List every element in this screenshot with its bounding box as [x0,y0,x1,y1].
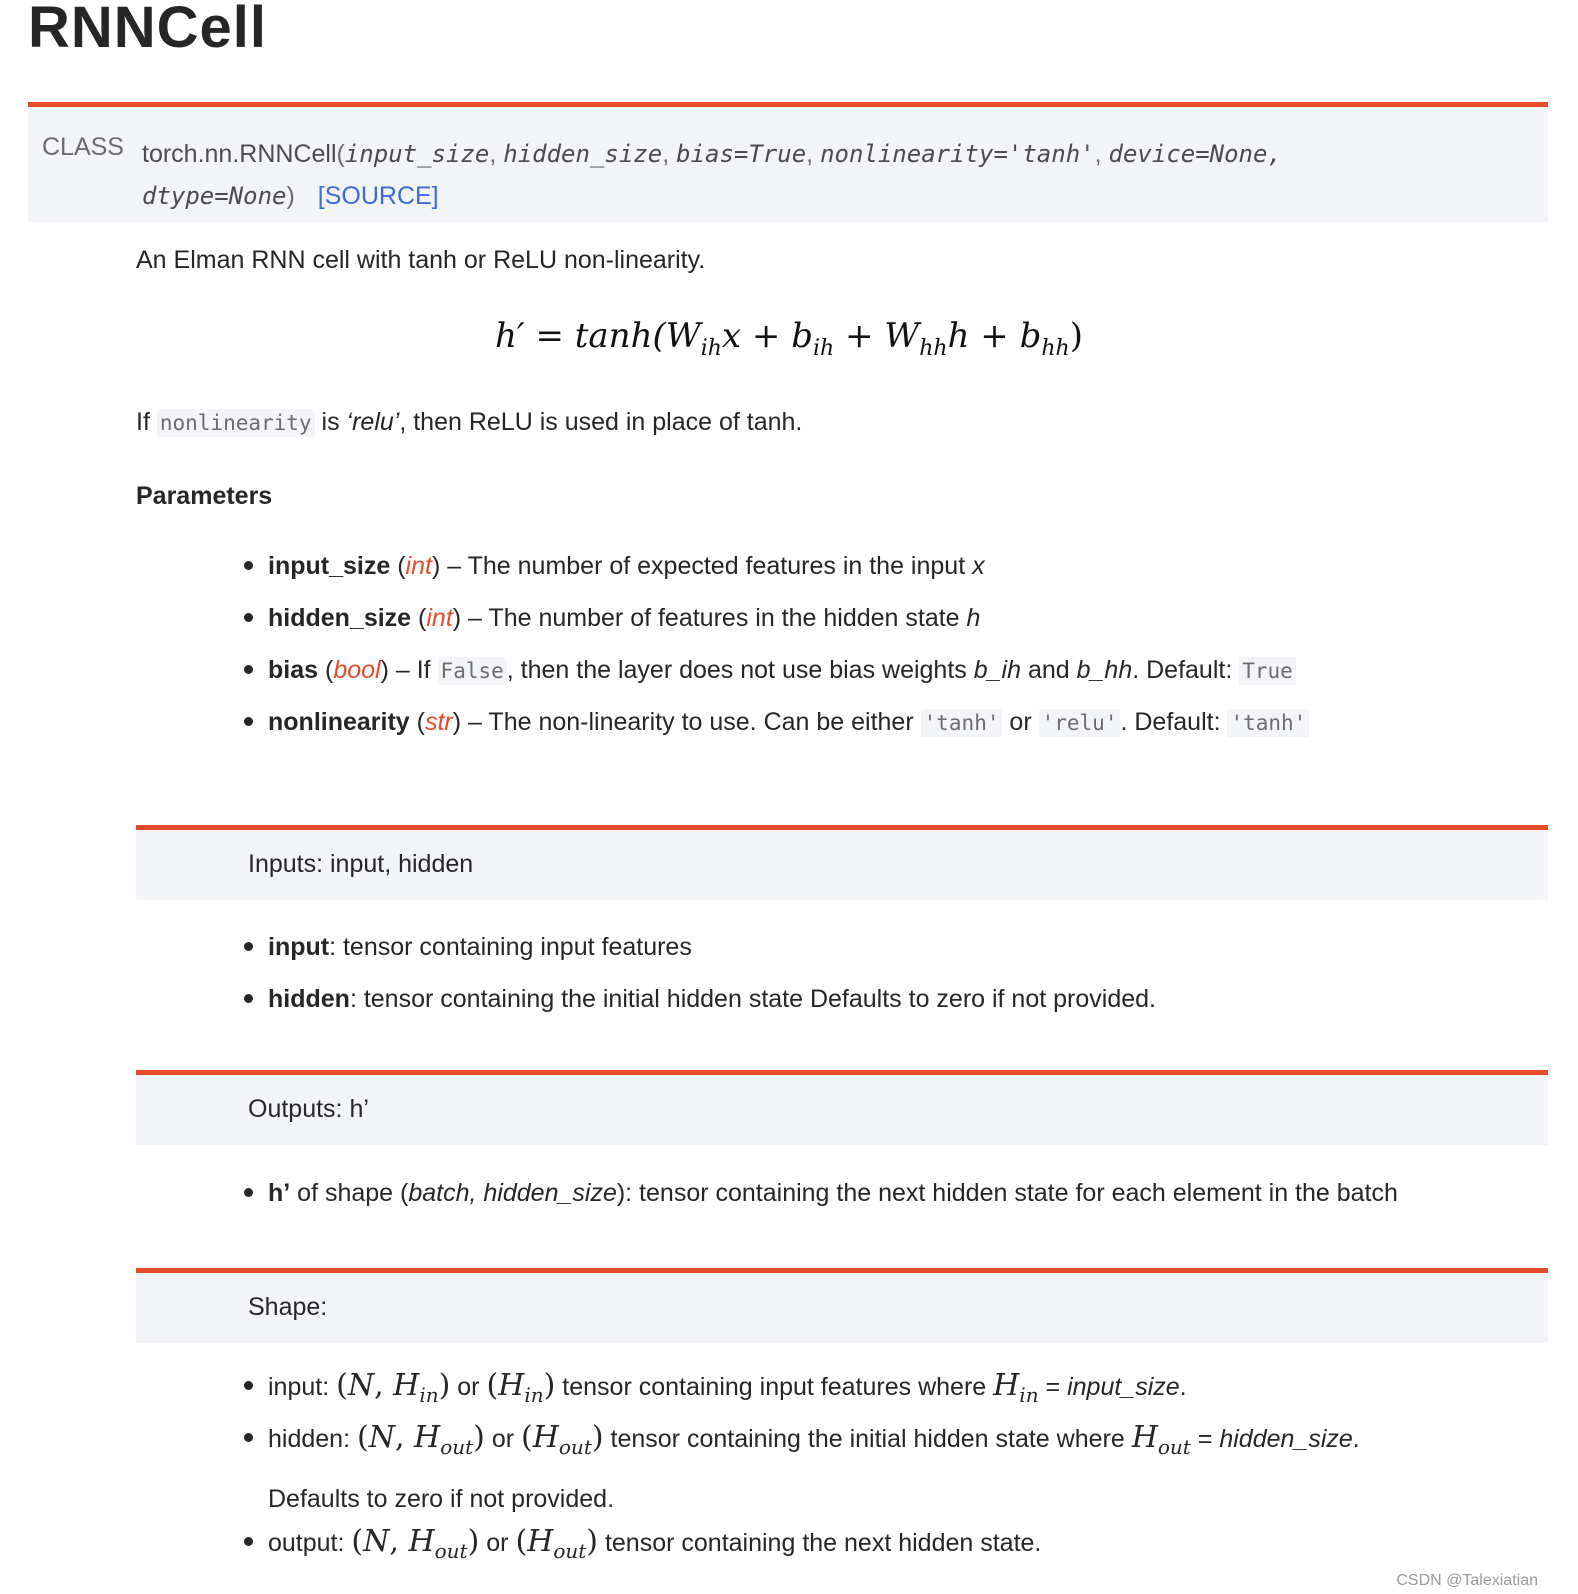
shape-section-header [136,1268,1548,1343]
relu-note-is: is [321,408,340,436]
arg-input-size: input_size [344,140,490,168]
source-link[interactable]: [SOURCE] [317,182,439,210]
signature-text: torch.nn.RNNCell(input_size, hidden_size, bias=True, nonlinearity='tanh', device=None, dtype=None) [SOURCE] [142,140,1282,210]
shape-desc: tensor containing input features where [555,1373,994,1401]
param-desc: – The number of expected features in the input [440,552,973,580]
class-label: CLASS [42,133,124,161]
watermark: CSDN @Talexiatian [1396,1572,1538,1589]
math-hidden-shape: (N, $H_{out}$) [356,1420,485,1459]
list-item: nonlinearity (str) – The non-linearity to use. Can be either 'tanh' or 'relu' . Default: 'tanh' [268,704,1309,756]
shape-desc-line2: Defaults to zero if not provided. [268,1485,615,1513]
shape-size: input_size [1067,1373,1180,1401]
list-item [268,1175,1398,1227]
formula-h: h + b [947,316,1042,356]
shape-desc: tensor containing the initial hidden state where [603,1425,1132,1453]
formula-sub-hh-2: hh [1041,335,1070,361]
class-name: torch.nn.RNNCell [142,140,337,168]
page-title: RNNCell [28,0,268,60]
parameters-heading: Parameters [136,482,273,510]
code-false: False [438,657,507,685]
list-item: input: (N, $H_{in}$) or $(H_{in})$ tensor containing input features where $H_{in}$ = input_size. [268,1368,1360,1420]
outputs-list [268,1175,1398,1227]
code-relu: 'relu' [1039,709,1121,737]
param-default-label: . Default: [1120,708,1228,736]
param-type[interactable]: int [426,604,453,632]
code-tanh: 'tanh' [921,709,1003,737]
output-pre: of shape ( [290,1179,409,1207]
param-var: x [972,552,985,580]
formula-sub-hh: hh [919,335,948,361]
param-name: hidden_size [268,604,412,632]
shape-label: hidden: [268,1425,357,1453]
inputs-list [268,929,1156,1033]
formula-plus: + W [834,316,920,356]
relu-note-rest: , then ReLU is used in place of tanh. [399,408,803,436]
arg-dtype: dtype=None [142,182,287,210]
param-var-bih: b_ih [973,656,1021,684]
shape-eq: = [1190,1425,1220,1453]
parameters-list [268,548,1309,756]
shape-desc: tensor containing the next hidden state. [598,1529,1042,1557]
relu-note-prefix: If [136,408,150,436]
relu-note-relu: ‘relu’ [346,408,400,436]
class-signature [28,102,1548,222]
param-var: h [966,604,981,632]
list-item [268,929,1156,981]
arg-nonlinearity: nonlinearity='tanh' [820,140,1095,168]
param-name: nonlinearity [268,708,410,736]
output-shape: batch, hidden_size [408,1179,617,1207]
input-name: input [268,933,330,961]
param-type[interactable]: str [424,708,453,736]
param-desc-mid: , then the layer does not use bias weights [506,656,974,684]
param-desc: – If [388,656,438,684]
param-desc: – The non-linearity to use. Can be either [461,708,921,736]
shape-list [268,1368,1360,1576]
param-name: bias [268,656,319,684]
math-h-in: $H_{in}$ [993,1368,1039,1407]
math-input-shape: (N, $H_{in}$) [336,1368,451,1407]
formula-x: x + b [721,316,813,356]
shape-tail: . [1352,1425,1360,1453]
shape-eq: = [1038,1373,1068,1401]
output-name: h’ [268,1179,291,1207]
param-name: input_size [268,552,391,580]
list-item [268,981,1156,1033]
formula-sub-ih: ih [700,335,722,361]
param-type[interactable]: bool [333,656,381,684]
shape-tail: . [1179,1373,1187,1401]
outputs-heading: Outputs: h’ [248,1095,369,1123]
input-desc: : tensor containing the initial hidden state Defaults to zero if not provided. [349,985,1156,1013]
output-desc: ): tensor containing the next hidden state for each element in the batch [616,1179,1398,1207]
math-output-shape-alt: $(H_{out})$ [515,1524,599,1563]
code-default-tanh: 'tanh' [1227,709,1309,737]
arg-hidden-size: hidden_size [503,140,663,168]
shape-label: input: [268,1373,337,1401]
math-input-shape-alt: $(H_{in})$ [486,1368,556,1407]
shape-heading: Shape: [248,1293,328,1321]
math-hidden-shape-alt: $(H_{out})$ [521,1420,604,1459]
shape-label: output: [268,1529,352,1557]
param-var-bhh: b_hh [1076,656,1133,684]
math-output-shape: (N, $H_{out}$) [351,1524,480,1563]
outputs-section-header [136,1070,1548,1145]
list-item: hidden: (N, $H_{out}$) or $(H_{out})$ tensor containing the initial hidden state where $H_{out}$ = hidden_size. Defaults to zero if not provided. [268,1420,1360,1524]
code-default-true: True [1239,657,1296,685]
relu-note [136,408,802,437]
param-type[interactable]: int [405,552,432,580]
description: An Elman RNN cell with tanh or ReLU non-linearity. [136,246,706,274]
arg-bias: bias=True [676,140,807,168]
param-or: or [1002,708,1039,736]
list-item: input_size (int) – The number of expected features in the input x [268,548,1309,600]
list-item: hidden_size (int) – The number of features in the hidden state h [268,600,1309,652]
list-item: output: (N, $H_{out}$) or $(H_{out})$ tensor containing the next hidden state. [268,1524,1360,1576]
param-and: and [1021,656,1077,684]
formula-lhs: h′ = tanh(W [495,316,701,356]
rnn-formula [0,316,1578,361]
formula-sub-ih-2: ih [812,335,835,361]
param-desc: – The number of features in the hidden state [461,604,967,632]
nonlinearity-code: nonlinearity [157,409,315,437]
inputs-section-header [136,825,1548,900]
inputs-heading: Inputs: input, hidden [248,850,474,878]
input-desc: : tensor containing input features [329,933,692,961]
shape-size: hidden_size [1219,1425,1353,1453]
input-name: hidden [268,985,350,1013]
formula-end: ) [1069,316,1083,356]
param-default-label: . Default: [1132,656,1240,684]
arg-device: device=None, [1108,140,1282,168]
list-item: bias (bool) – If False , then the layer does not use bias weights b_ih and b_hh. Default: True [268,652,1309,704]
math-h-out: $H_{out}$ [1131,1420,1191,1459]
